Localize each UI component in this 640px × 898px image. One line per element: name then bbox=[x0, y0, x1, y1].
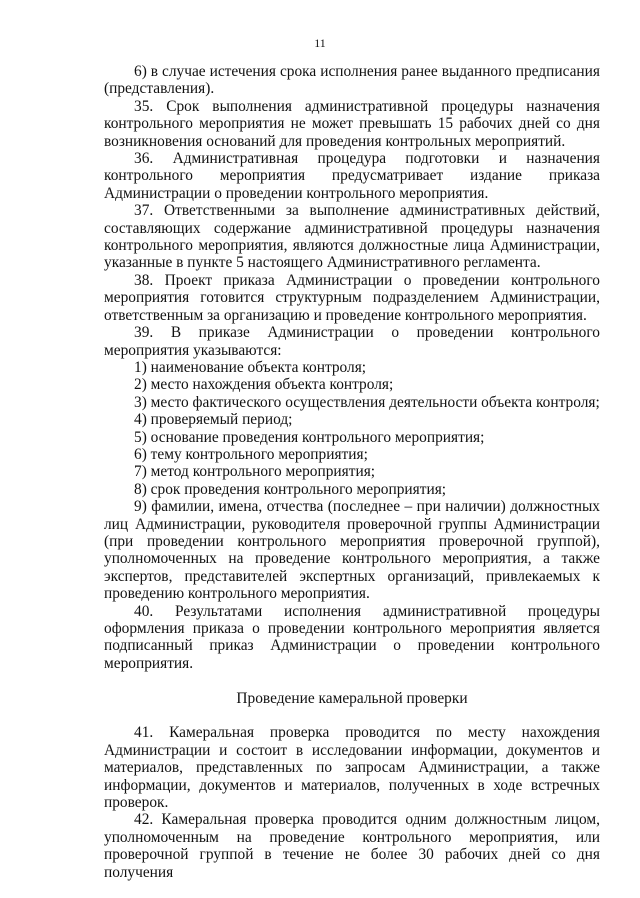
section-heading: Проведение камеральной проверки bbox=[236, 689, 468, 707]
paragraph-42: 42. Камеральная проверка проводится одним должностным лицом, уполномоченным на проведение контрольного мероприятия, или проверочной группой в течение не более 30 рабочих дней со дня получения bbox=[104, 811, 600, 881]
paragraph-39: 39. В приказе Администрации о проведении контрольного мероприятия указываются: bbox=[104, 324, 600, 359]
paragraph-35: 35. Срок выполнения административной процедуры назначения контрольного мероприятия не может превышать 15 рабочих дней со дня возникновения оснований для проведения контрольных мероприятий. bbox=[104, 97, 600, 150]
list-item: 2) место нахождения объекта контроля; bbox=[134, 376, 394, 394]
list-item: 6) тему контрольного мероприятия; bbox=[134, 445, 368, 463]
list-item: 8) срок проведения контрольного мероприятия; bbox=[134, 480, 447, 498]
paragraph-40: 40. Результатами исполнения административной процедуры оформления приказа о проведении контрольного мероприятия является подписанный приказ Администрации о проведении контрольного мероприятия. bbox=[104, 602, 600, 672]
list-item: 3) место фактического осуществления деятельности объекта контроля; bbox=[134, 393, 600, 411]
list-item: 4) проверяемый период; bbox=[134, 411, 293, 429]
paragraph-list-item-9: 9) фамилии, имена, отчества (последнее – при наличии) должностных лиц Администрации, руководителя проверочной группы Администрации (при проведении контрольного мероприятия проверочной группой), уполномоченных на проведение контрольного мероприятия, а также экспертов, представителей экспертных организаций, привлекаемых к проведению контрольного мероприятия. bbox=[104, 498, 600, 603]
paragraph-item-6: 6) в случае истечения срока исполнения ранее выданного предписания (представления). bbox=[104, 63, 600, 98]
paragraph-41: 41. Камеральная проверка проводится по месту нахождения Администрации и состоит в исследовании информации, документов и материалов, представленных по запросам Администрации, а также информации, документов и материалов, полученных в ходе встречных проверок. bbox=[104, 724, 600, 812]
page-number: 11 bbox=[314, 36, 326, 50]
list-item: 5) основание проведения контрольного мероприятия; bbox=[134, 428, 485, 446]
paragraph-37: 37. Ответственными за выполнение административных действий, составляющих содержание административной процедуры назначения контрольного мероприятия, являются должностные лица Администрации, указанные в пункте 5 настоящего Административного регламента. bbox=[104, 202, 600, 272]
list-item: 7) метод контрольного мероприятия; bbox=[134, 463, 376, 481]
paragraph-38: 38. Проект приказа Администрации о проведении контрольного мероприятия готовится структурным подразделением Администрации, ответственным за организацию и проведение контрольного мероприятия. bbox=[104, 271, 600, 324]
list-item: 1) наименование объекта контроля; bbox=[134, 358, 367, 376]
paragraph-36: 36. Административная процедура подготовки и назначения контрольного мероприятия предусматривает издание приказа Администрации о проведении контрольного мероприятия. bbox=[104, 150, 600, 202]
document-body bbox=[104, 63, 600, 881]
